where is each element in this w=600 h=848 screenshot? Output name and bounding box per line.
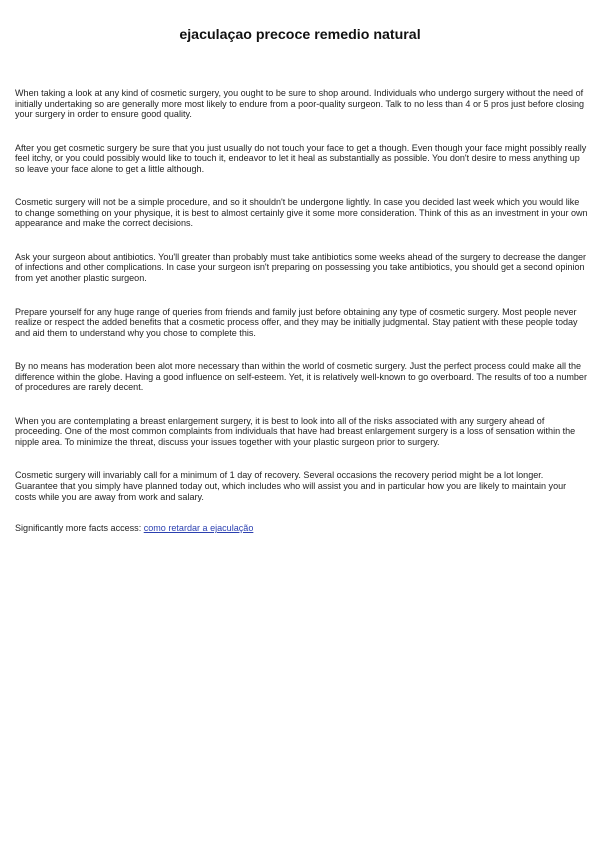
paragraph-not-simple-procedure: Cosmetic surgery will not be a simple procedure, and so it shouldn't be undergone lightly. In case you decided last week which you would like to change something on your physique, it is best to almost certainly give it some more consideration. Think of this as an investment in your own appearance and make the correct decisions. [15, 197, 588, 229]
more-facts-link[interactable]: como retardar a ejaculação [143, 523, 254, 534]
more-facts-line [15, 523, 588, 534]
document-body [15, 88, 588, 534]
more-facts-label: Significantly more facts access: [15, 523, 144, 534]
paragraph-breast-enlargement: When you are contemplating a breast enlargement surgery, it is best to look into all of the risks associated with any surgery ahead of proceeding. One of the most common complaints from individuals that have had breast enlargement surgery is a loss of sensation within the nipple area. To minimize the threat, discuss your issues together with your plastic surgeon prior to surgery. [15, 415, 576, 447]
paragraph-antibiotics: Ask your surgeon about antibiotics. You'll greater than probably must take antibiotics some weeks ahead of the surgery to decrease the danger of infections and other complications. In case your surgeon isn't preparing on possessing you take antibiotics, you should get a second opinion from yet another plastic surgeon. [15, 251, 587, 284]
paragraph-shop-around: When taking a look at any kind of cosmetic surgery, you ought to be sure to shop around. Individuals who undergo surgery without the need of initially undertaking so are generally more most likely to endure from a poor-quality surgeon. Talk to no less than 4 or 5 pros just before closing your surgery in order to ensure good quality. [15, 88, 585, 120]
paragraph-queries-from-friends: Prepare yourself for any huge range of queries from friends and family just before obtaining any type of cosmetic surgery. Most people never realize or respect the added benefits that a cosmetic process offer, and they may be initially judgmental. Stay patient with these people today and aid them to understand why you chose to complete this. [15, 306, 578, 338]
paragraph-dont-touch-face: After you get cosmetic surgery be sure that you just usually do not touch your face to get a though. Even though your face might possibly really feel itchy, or you could possibly would like to touch it, endeavor to let it heal as substantially as possible. You don't desire to mess anything up so leave your face alone to get a little although. [15, 142, 587, 174]
paragraph-recovery: Cosmetic surgery will invariably call for a minimum of 1 day of recovery. Several occasions the recovery period might be a lot longer. Guarantee that you simply have planned today out, which includes who will assist you and in particular how you are likely to maintain your costs while you are away from work and salary. [15, 470, 567, 502]
paragraph-moderation: By no means has moderation been alot more necessary than within the world of cosmetic surgery. Just the perfect process could make all the difference within the globe. Having a good influence on self-esteem. Yet, it is relatively well-known to go overboard. The results of too a number of procedures are rarely decent. [15, 361, 587, 393]
page-title: ejaculaçao precoce remedio natural [179, 27, 421, 43]
